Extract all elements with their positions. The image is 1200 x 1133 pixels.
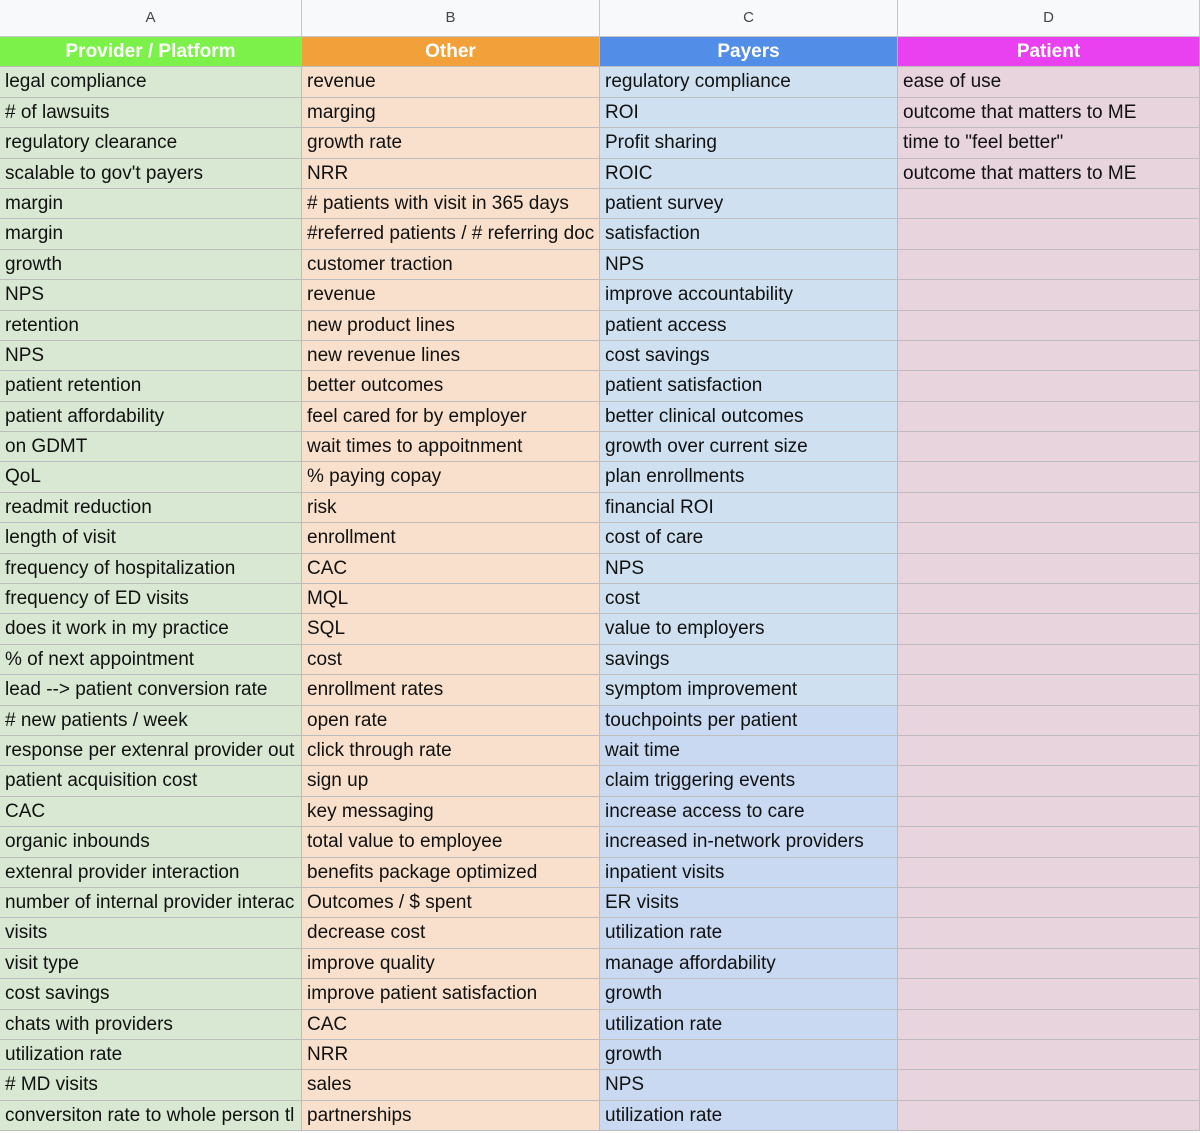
cell-other[interactable]: better outcomes [302,371,600,401]
cell-other[interactable]: sign up [302,766,600,796]
table-row [0,1040,1200,1070]
table-row [0,827,1200,857]
cell-provider-platform[interactable]: length of visit [0,523,302,553]
cell-payers[interactable]: NPS [600,1070,898,1100]
cell-patient[interactable] [898,189,1200,219]
cell-other[interactable]: SQL [302,614,600,644]
cell-payers[interactable]: patient survey [600,189,898,219]
cell-patient[interactable] [898,462,1200,492]
table-row [0,554,1200,584]
cell-patient[interactable]: time to "feel better" [898,128,1200,158]
cell-patient[interactable] [898,584,1200,614]
cell-payers[interactable]: utilization rate [600,1010,898,1040]
cell-patient[interactable] [898,493,1200,523]
cell-grid [0,37,1200,1133]
cell-provider-platform[interactable]: lead --> patient conversion rate [0,675,302,705]
cell-provider-platform[interactable]: CAC [0,797,302,827]
cell-provider-platform[interactable]: visits [0,918,302,948]
cell-payers[interactable]: better clinical outcomes [600,402,898,432]
cell-provider-platform[interactable]: patient retention [0,371,302,401]
cell-provider-platform[interactable]: regulatory clearance [0,128,302,158]
cell-other[interactable]: improve patient satisfaction [302,979,600,1009]
cell-provider-platform[interactable]: # MD visits [0,1070,302,1100]
cell-other[interactable]: partnerships [302,1101,600,1131]
cell-patient[interactable] [898,827,1200,857]
table-row [0,159,1200,189]
table-row [0,706,1200,736]
cell-provider-platform[interactable]: NPS [0,341,302,371]
cell-provider-platform[interactable]: chats with providers [0,1010,302,1040]
column-header-a[interactable]: A [0,0,302,36]
header-row [0,37,1200,67]
cell-patient[interactable] [898,1040,1200,1070]
table-row [0,523,1200,553]
cell-provider-platform[interactable]: patient acquisition cost [0,766,302,796]
table-row [0,128,1200,158]
cell-other[interactable]: click through rate [302,736,600,766]
cell-provider-platform[interactable]: cost savings [0,979,302,1009]
cell-other[interactable]: MQL [302,584,600,614]
cell-patient[interactable] [898,280,1200,310]
cell-payers[interactable]: touchpoints per patient [600,706,898,736]
table-row [0,98,1200,128]
cell-provider-platform[interactable]: retention [0,311,302,341]
cell-other[interactable]: decrease cost [302,918,600,948]
cell-payers[interactable]: claim triggering events [600,766,898,796]
cell-provider-platform[interactable]: number of internal provider interac [0,888,302,918]
cell-other[interactable]: customer traction [302,250,600,280]
cell-other[interactable]: CAC [302,554,600,584]
header-cell-payers[interactable]: Payers [600,37,898,67]
cell-other[interactable]: enrollment [302,523,600,553]
cell-payers[interactable]: cost [600,584,898,614]
header-cell-other[interactable]: Other [302,37,600,67]
cell-provider-platform[interactable]: visit type [0,949,302,979]
cell-payers[interactable]: satisfaction [600,219,898,249]
cell-provider-platform[interactable]: scalable to gov't payers [0,159,302,189]
cell-patient[interactable] [898,949,1200,979]
table-row [0,797,1200,827]
cell-patient[interactable] [898,402,1200,432]
cell-patient[interactable] [898,858,1200,888]
cell-other[interactable]: key messaging [302,797,600,827]
table-row [0,645,1200,675]
cell-payers[interactable]: NPS [600,554,898,584]
cell-other[interactable]: feel cared for by employer [302,402,600,432]
cell-payers[interactable]: growth [600,979,898,1009]
table-row [0,219,1200,249]
cell-patient[interactable] [898,736,1200,766]
table-row [0,280,1200,310]
cell-provider-platform[interactable]: utilization rate [0,1040,302,1070]
table-row [0,250,1200,280]
cell-other[interactable]: wait times to appoitnment [302,432,600,462]
cell-patient[interactable]: ease of use [898,67,1200,97]
column-header-d[interactable]: D [898,0,1200,36]
cell-patient[interactable] [898,706,1200,736]
cell-patient[interactable] [898,766,1200,796]
cell-provider-platform[interactable]: readmit reduction [0,493,302,523]
cell-provider-platform[interactable]: extenral provider interaction [0,858,302,888]
cell-provider-platform[interactable]: margin [0,219,302,249]
column-header-bar [0,0,1200,37]
table-row [0,311,1200,341]
cell-payers[interactable]: cost savings [600,341,898,371]
cell-provider-platform[interactable]: patient affordability [0,402,302,432]
table-row [0,189,1200,219]
cell-payers[interactable]: patient access [600,311,898,341]
header-cell-patient[interactable]: Patient [898,37,1200,67]
column-header-c[interactable]: C [600,0,898,36]
cell-payers[interactable]: ROI [600,98,898,128]
cell-other[interactable]: new revenue lines [302,341,600,371]
table-row [0,371,1200,401]
cell-other[interactable]: revenue [302,280,600,310]
cell-other[interactable]: growth rate [302,128,600,158]
cell-patient[interactable]: outcome that matters to ME [898,98,1200,128]
cell-payers[interactable]: patient satisfaction [600,371,898,401]
cell-patient[interactable] [898,311,1200,341]
table-row [0,614,1200,644]
cell-payers[interactable]: manage affordability [600,949,898,979]
cell-other[interactable]: sales [302,1070,600,1100]
cell-provider-platform[interactable]: % of next appointment [0,645,302,675]
cell-provider-platform[interactable]: QoL [0,462,302,492]
table-row [0,462,1200,492]
table-row [0,979,1200,1009]
table-row [0,858,1200,888]
table-row [0,1101,1200,1131]
cell-payers[interactable]: financial ROI [600,493,898,523]
cell-patient[interactable] [898,888,1200,918]
cell-payers[interactable]: increase access to care [600,797,898,827]
cell-provider-platform[interactable]: conversiton rate to whole person tl [0,1101,302,1131]
cell-patient[interactable] [898,645,1200,675]
cell-payers[interactable]: ROIC [600,159,898,189]
cell-payers[interactable]: cost of care [600,523,898,553]
table-row [0,584,1200,614]
cell-patient[interactable] [898,523,1200,553]
cell-other[interactable]: CAC [302,1010,600,1040]
cell-patient[interactable] [898,918,1200,948]
cell-other[interactable]: risk [302,493,600,523]
cell-other[interactable]: % paying copay [302,462,600,492]
cell-payers[interactable]: symptom improvement [600,675,898,705]
cell-payers[interactable]: regulatory compliance [600,67,898,97]
cell-patient[interactable] [898,371,1200,401]
cell-provider-platform[interactable]: NPS [0,280,302,310]
cell-payers[interactable]: Profit sharing [600,128,898,158]
cell-payers[interactable]: ER visits [600,888,898,918]
cell-patient[interactable] [898,554,1200,584]
table-row [0,1010,1200,1040]
cell-payers[interactable]: utilization rate [600,1101,898,1131]
cell-provider-platform[interactable]: # new patients / week [0,706,302,736]
table-row [0,432,1200,462]
cell-other[interactable]: new product lines [302,311,600,341]
cell-other[interactable]: open rate [302,706,600,736]
cell-other[interactable]: marging [302,98,600,128]
table-row [0,675,1200,705]
cell-payers[interactable]: savings [600,645,898,675]
cell-provider-platform[interactable]: frequency of ED visits [0,584,302,614]
table-row [0,1070,1200,1100]
cell-payers[interactable]: utilization rate [600,918,898,948]
cell-payers[interactable]: NPS [600,250,898,280]
cell-patient[interactable]: outcome that matters to ME [898,159,1200,189]
cell-provider-platform[interactable]: # of lawsuits [0,98,302,128]
cell-other[interactable]: Outcomes / $ spent [302,888,600,918]
cell-provider-platform[interactable]: response per extenral provider out [0,736,302,766]
cell-payers[interactable]: increased in-network providers [600,827,898,857]
cell-patient[interactable] [898,797,1200,827]
cell-other[interactable]: improve quality [302,949,600,979]
column-header-b[interactable]: B [302,0,600,36]
cell-payers[interactable]: wait time [600,736,898,766]
table-row [0,766,1200,796]
cell-other[interactable]: revenue [302,67,600,97]
cell-other[interactable]: cost [302,645,600,675]
cell-provider-platform[interactable]: frequency of hospitalization [0,554,302,584]
table-row [0,402,1200,432]
cell-patient[interactable] [898,614,1200,644]
cell-other[interactable]: enrollment rates [302,675,600,705]
cell-other[interactable]: NRR [302,159,600,189]
cell-patient[interactable] [898,250,1200,280]
table-row [0,67,1200,97]
cell-patient[interactable] [898,979,1200,1009]
cell-other[interactable]: # patients with visit in 365 days [302,189,600,219]
cell-payers[interactable]: growth over current size [600,432,898,462]
table-row [0,949,1200,979]
cell-provider-platform[interactable]: organic inbounds [0,827,302,857]
cell-other[interactable]: NRR [302,1040,600,1070]
cell-payers[interactable]: inpatient visits [600,858,898,888]
table-row [0,493,1200,523]
table-row [0,888,1200,918]
table-row [0,736,1200,766]
cell-provider-platform[interactable]: on GDMT [0,432,302,462]
header-cell-provider-platform[interactable]: Provider / Platform [0,37,302,67]
cell-payers[interactable]: growth [600,1040,898,1070]
cell-payers[interactable]: value to employers [600,614,898,644]
cell-patient[interactable] [898,219,1200,249]
cell-payers[interactable]: improve accountability [600,280,898,310]
cell-patient[interactable] [898,1010,1200,1040]
cell-payers[interactable]: plan enrollments [600,462,898,492]
table-row [0,918,1200,948]
cell-patient[interactable] [898,341,1200,371]
cell-other[interactable]: #referred patients / # referring doc [302,219,600,249]
table-row [0,341,1200,371]
cell-provider-platform[interactable]: margin [0,189,302,219]
cell-provider-platform[interactable]: legal compliance [0,67,302,97]
cell-other[interactable]: total value to employee [302,827,600,857]
cell-other[interactable]: benefits package optimized [302,858,600,888]
cell-patient[interactable] [898,1070,1200,1100]
cell-patient[interactable] [898,432,1200,462]
cell-patient[interactable] [898,675,1200,705]
cell-provider-platform[interactable]: does it work in my practice [0,614,302,644]
cell-provider-platform[interactable]: growth [0,250,302,280]
cell-patient[interactable] [898,1101,1200,1131]
